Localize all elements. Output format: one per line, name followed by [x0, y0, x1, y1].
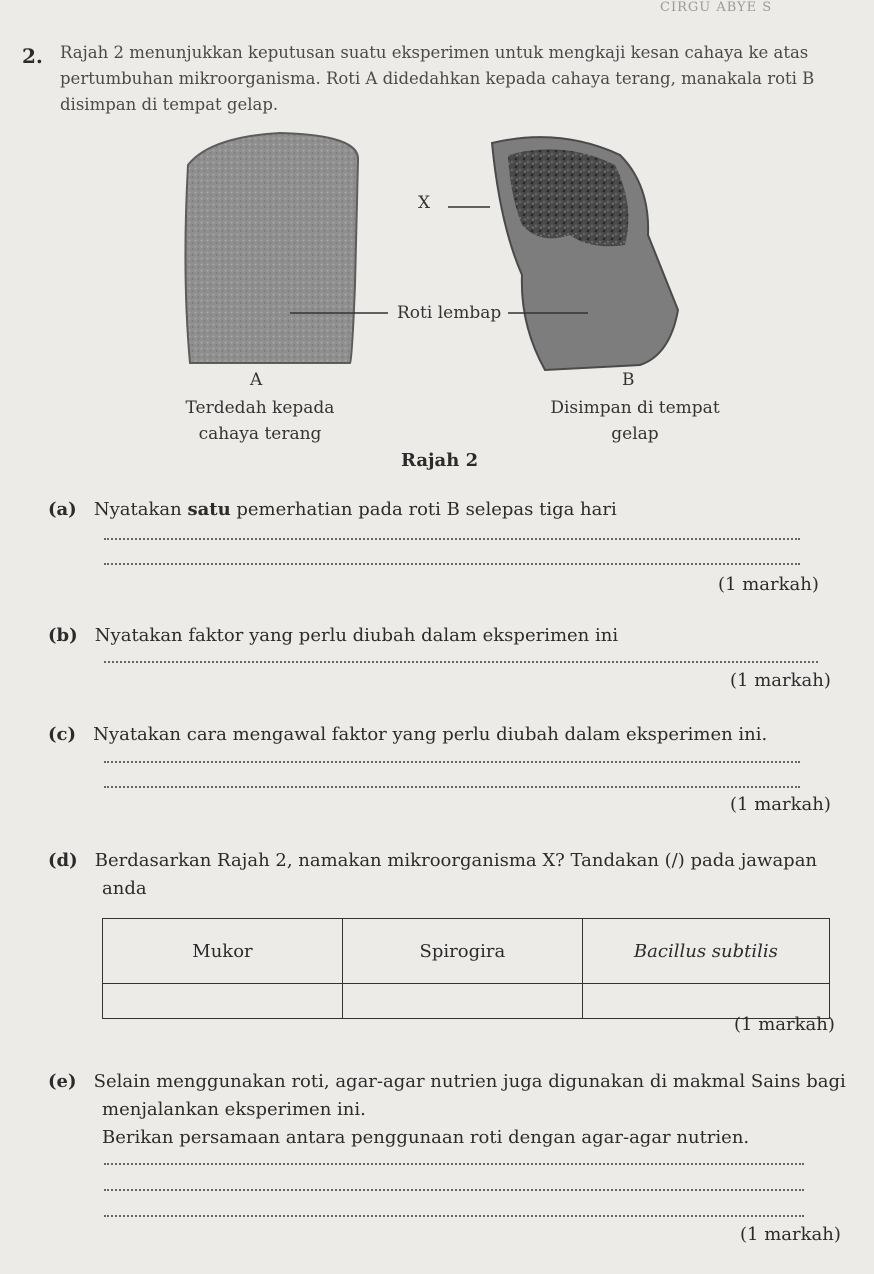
- part-e-text-2: menjalankan eksperimen ini.: [102, 1099, 366, 1120]
- answer-line-a1[interactable]: [104, 538, 800, 540]
- answer-line-a2[interactable]: [104, 563, 800, 565]
- label-x: X: [418, 193, 431, 213]
- part-b-text: Nyatakan faktor yang perlu diubah dalam eksperimen ini: [94, 625, 619, 646]
- part-e-text-1: Selain menggunakan roti, agar-agar nutrien juga digunakan di makmal Sains bagi: [93, 1071, 846, 1092]
- part-e-question: [48, 1068, 846, 1096]
- part-a-text-after: pemerhatian pada roti B selepas tiga hari: [230, 499, 617, 520]
- part-b-marks: (1 markah): [730, 670, 831, 691]
- part-c-question: [48, 721, 767, 749]
- part-a-text-before: Nyatakan: [93, 499, 188, 520]
- bread-b-caption-1: Disimpan di tempat: [550, 398, 720, 418]
- part-d-letter: (d): [48, 850, 78, 871]
- question-number: 2.: [22, 44, 43, 68]
- part-d-question: [48, 847, 817, 875]
- figure-rajah-2: [170, 125, 710, 375]
- label-roti-lembap: Roti lembap: [397, 303, 502, 323]
- part-a-letter: (a): [48, 499, 77, 520]
- answer-line-b1[interactable]: [104, 661, 818, 663]
- header-scribble: CIRGU ABYE S: [660, 0, 773, 15]
- answer-line-c1[interactable]: [104, 761, 800, 763]
- bread-a-letter: A: [250, 370, 263, 390]
- answer-line-e3[interactable]: [104, 1215, 804, 1217]
- figure-title: Rajah 2: [401, 450, 479, 471]
- part-e-letter: (e): [48, 1071, 77, 1092]
- bread-a-caption-2: cahaya terang: [198, 424, 322, 444]
- part-e-text-3: Berikan persamaan antara penggunaan roti dengan agar-agar nutrien.: [102, 1127, 750, 1148]
- part-c-marks: (1 markah): [730, 794, 831, 815]
- tick-box-spirogira[interactable]: [342, 984, 582, 1019]
- tick-box-mukor[interactable]: [103, 984, 343, 1019]
- part-a-marks: (1 markah): [718, 574, 819, 595]
- bread-b-caption-2: gelap: [611, 424, 659, 444]
- part-e-marks: (1 markah): [740, 1224, 841, 1245]
- part-b-letter: (b): [48, 625, 78, 646]
- part-d-marks: (1 markah): [734, 1014, 835, 1035]
- answer-line-e2[interactable]: [104, 1189, 804, 1191]
- option-mukor: Mukor: [103, 919, 343, 984]
- part-c-text: Nyatakan cara mengawal faktor yang perlu diubah dalam eksperimen ini.: [93, 724, 768, 745]
- option-spirogira: Spirogira: [342, 919, 582, 984]
- answer-line-e1[interactable]: [104, 1163, 804, 1165]
- bread-b-letter: B: [622, 370, 635, 390]
- answer-line-c2[interactable]: [104, 786, 800, 788]
- answer-table: [102, 918, 830, 1019]
- part-c-letter: (c): [48, 724, 76, 745]
- part-d-text-1: Berdasarkan Rajah 2, namakan mikroorganisma X? Tandakan (/) pada jawapan: [94, 850, 818, 871]
- part-a-question: [48, 496, 617, 524]
- question-intro: Rajah 2 menunjukkan keputusan suatu eksperimen untuk mengkaji kesan cahaya ke atas pertumbuhan mikroorganisma. Roti A didedahkan kepada cahaya terang, manakala roti B disimpan di tempat gelap.: [60, 43, 815, 114]
- bread-a-caption-1: Terdedah kepada: [185, 398, 335, 418]
- part-a-text-bold: satu: [187, 499, 231, 520]
- part-b-question: [48, 622, 618, 650]
- option-bacillus: Bacillus subtilis: [582, 919, 829, 984]
- part-d-text-2: anda: [102, 878, 147, 899]
- bread-a: [185, 133, 358, 363]
